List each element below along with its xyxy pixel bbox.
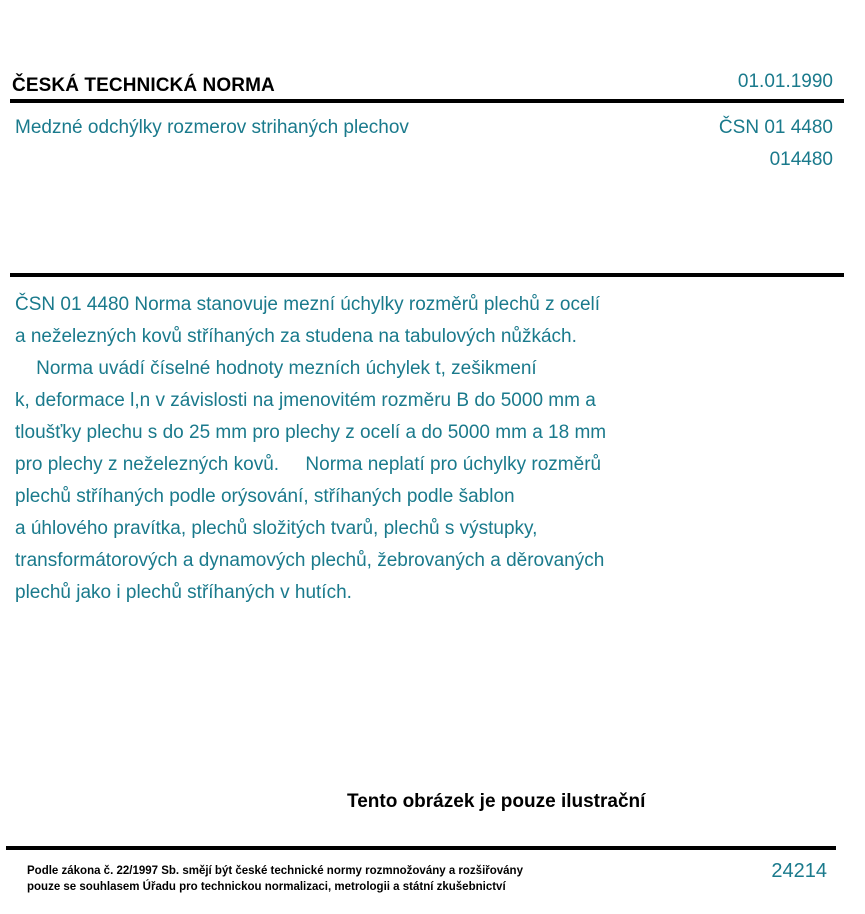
abstract-line: plechů jako i plechů stříhaných v hutích. xyxy=(15,582,352,603)
abstract-line: transformátorových a dynamových plechů, žebrovaných a děrovaných xyxy=(15,550,605,571)
legal-notice-line: pouze se souhlasem Úřadu pro technickou normalizaci, metrologii a státní zkušebnictví xyxy=(27,881,506,893)
legal-notice xyxy=(27,863,523,895)
footer-page-number: 24214 xyxy=(771,860,827,882)
abstract-line: ČSN 01 4480 Norma stanovuje mezní úchylky rozměrů plechů z ocelí xyxy=(15,294,601,315)
abstract-line: a úhlového pravítka, plechů složitých tvarů, plechů s výstupky, xyxy=(15,518,538,539)
abstract-line: pro plechy z neželezných kovů. Norma neplatí pro úchylky rozměrů xyxy=(15,454,602,475)
abstract-line: Norma uvádí číselné hodnoty mezních úchylek t, zešikmení xyxy=(15,358,537,379)
document-number: ČSN 01 4480 xyxy=(718,117,833,138)
legal-notice-line: Podle zákona č. 22/1997 Sb. smějí být české technické normy rozmnožovány a rozšiřovány xyxy=(27,865,523,877)
bottom-divider xyxy=(6,846,836,850)
standard-header-title: ČESKÁ TECHNICKÁ NORMA xyxy=(12,75,275,96)
top-divider xyxy=(10,99,844,103)
document-code: 014480 xyxy=(769,149,833,170)
abstract-line: tloušťky plechu s do 25 mm pro plechy z ocelí a do 5000 mm a 18 mm xyxy=(15,422,607,443)
abstract-line: plechů stříhaných podle orýsování, stříhaných podle šablon xyxy=(15,486,515,507)
document-title: Medzné odchýlky rozmerov strihaných plechov xyxy=(15,117,409,138)
standard-date: 01.01.1990 xyxy=(737,71,833,92)
abstract-line: a neželezných kovů stříhaných za studena na tabulových nůžkách. xyxy=(15,326,577,347)
abstract-text xyxy=(15,289,715,609)
middle-divider xyxy=(10,273,844,277)
abstract-line: k, deformace l,n v závislosti na jmenovitém rozměru B do 5000 mm a xyxy=(15,390,596,411)
illustration-notice: Tento obrázek je pouze ilustrační xyxy=(347,791,646,812)
